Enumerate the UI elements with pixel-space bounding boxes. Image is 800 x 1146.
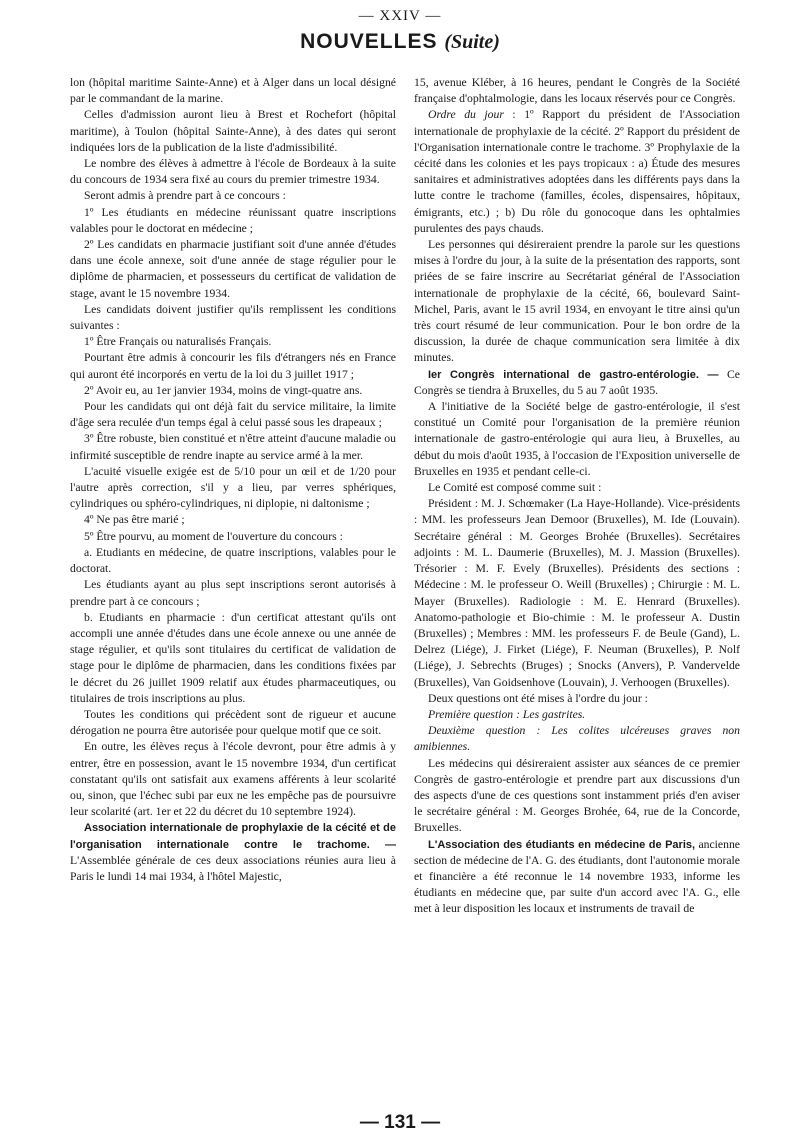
agenda-label: Ordre du jour (428, 108, 504, 122)
section-title-main: NOUVELLES (300, 30, 438, 53)
news-item-trachome (70, 820, 396, 885)
paragraph: Les étudiants ayant au plus sept inscriptions seront autorisés à prendre part à ce concours ; (70, 578, 396, 608)
news-body: L'Assemblée générale de ces deux associations réunies aura lieu à Paris le lundi 14 mai 1934, à l'hôtel Majestic, (70, 853, 396, 883)
news-item-gastro (414, 367, 740, 399)
paragraph: L'acuité visuelle exigée est de 5/10 pour un œil et de 1/20 pour l'autre après correction, s'il y a lieu, par verres sphériques, cylindriques ou sphéro-cylindriques, ni diplopie, ni daltonisme ; (70, 464, 396, 511)
paragraph: Le nombre des élèves à admettre à l'école de Bordeaux à la suite du concours de 1934 sera fixé au cours du premier trimestre 1934. (70, 157, 396, 187)
paragraph: lon (hôpital maritime Sainte-Anne) et à Alger dans un local désigné par le commandant de la marine. (70, 76, 396, 106)
roman-page-number: — XXIV — (358, 8, 442, 24)
paragraph: Les médecins qui désireraient assister aux séances de ce premier Congrès de gastro-entérologie et prendre part aux discussions d'un des aspects d'une de ces questions sont instamment priés d'en aviser le secrétaire général : M. Georges Brohée, 64, rue de la Concorde, Bruxelles. (414, 756, 740, 835)
paragraph: 1º Être Français ou naturalisés Français. (84, 335, 272, 349)
news-body: ancienne section de médecine de l'A. G. des étudiants, dont l'autonomie morale et financière a été reconnue le 14 novembre 1933, informe les étudiants en médecine que, par suite d'un accord avec l'A. G., elle met à leur disposition les locaux et instruments de travail de (414, 837, 740, 916)
agenda-paragraph (414, 107, 740, 237)
paragraph: 3º Être robuste, bien constitué et n'être atteint d'aucune maladie ou infirmité susceptible de rendre inapte au service armé à la mer. (70, 432, 396, 462)
paragraph: Les personnes qui désireraient prendre la parole sur les questions mises à l'ordre du jour, à la suite de la présentation des rapports, sont priées de se faire inscrire au Secrétariat général de l'Association internationale de prophylaxie de la cécité, 66, boulevard Saint-Michel, Paris, avant le 15 avril 1934, en envoyant le titre ainsi qu'un très court résumé de leur communication. Pour le bon ordre de la discussion, la durée de chaque communication sera limitée à dix minutes. (414, 238, 740, 365)
paragraph: 2º Avoir eu, au 1er janvier 1934, moins de vingt-quatre ans. (84, 383, 363, 397)
paragraph: Deux questions ont été mises à l'ordre du jour : (428, 691, 648, 705)
paragraph: Celles d'admission auront lieu à Brest et Rochefort (hôpital maritime), à Toulon (hôpital Sainte-Anne), à des dates qui seront indiquées lors de la publication de la liste d'admissibilité. (70, 108, 396, 154)
paragraph: En outre, les élèves reçus à l'école devront, pour être admis à y entrer, être en possession, avant le 15 novembre 1934, d'un certificat constatant qu'ils ont satisfait aux examens afférents à leur scolarité ou, sinon, que l'échec subi par eux ne les empêche pas de poursuivre leur scolarité (art. 1er et 22 du décret du 10 septembre 1924). (70, 740, 396, 819)
paragraph: a. Etudiants en médecine, de quatre inscriptions, valables pour le doctorat. (70, 545, 396, 576)
left-column (70, 75, 396, 885)
news-heading: L'Association des étudiants en médecine de Paris, (428, 838, 696, 851)
paragraph: Le Comité est composé comme suit : (428, 481, 602, 495)
news-heading: Ier Congrès international de gastro-entérologie. — (428, 368, 719, 381)
paragraph: Les candidats doivent justifier qu'ils remplissent les conditions suivantes : (70, 302, 396, 333)
question-one: Première question : Les gastrites. (428, 707, 586, 721)
news-body: Ce Congrès se tiendra à Bruxelles, du 5 au 7 août 1935. (414, 367, 740, 397)
paragraph: Seront admis à prendre part à ce concours : (84, 189, 286, 203)
question-two: Deuxième question : Les colites ulcéreuses graves non amibiennes. (414, 724, 740, 754)
page-number: — 131 — (359, 1112, 441, 1133)
right-column (414, 75, 740, 918)
section-title (0, 30, 800, 54)
paragraph: 4º Ne pas être marié ; (84, 513, 185, 527)
paragraph: 5º Être pourvu, au moment de l'ouverture du concours : (84, 529, 343, 543)
news-item-students (414, 837, 740, 918)
news-heading: Association internationale de prophylaxie de la cécité et de l'organisation internationale contre le trachome. — (70, 822, 396, 851)
paragraph: 1º Les étudiants en médecine réunissant quatre inscriptions valables pour le doctorat en médecine ; (70, 205, 396, 235)
paragraph: A l'initiative de la Société belge de gastro-entérologie, il s'est constitué un Comité pour l'organisation de la première réunion internationale de gastro-entérologie qui aura lieu, à Bruxelles, au début du mois d'août 1935, à l'occasion de l'Exposition universelle de Bruxelles en 1935 et pendant celle-ci. (414, 400, 740, 478)
paragraph: b. Etudiants en pharmacie : d'un certificat attestant qu'ils ont accompli une année d'études dans une école annexe ou une année de stage régulier, et qu'ils sont titulaires du certificat de validation de stage pour le diplôme de pharmacien, dans les conditions fixées par le décret du 26 juillet 1909 relatif aux études pharmaceutiques, ou titulaires de trois inscriptions au plus. (70, 610, 396, 705)
agenda-text: : 1º Rapport du président de l'Association internationale de prophylaxie de la cécité. 2º Rapport du président de l'Organisation internationale contre le trachome. 3º Prophylaxie de la cécité dans les colonies et les pays tropicaux : a) Étude des mesures sanitaires et administratives adoptées dans les différents pays dans la lutte contre le trachome (familles, écoles, dispensaires, hôpitaux, émigrants, etc.) ; b) Du rôle du gonocoque dans les ophtalmies purulentes des pays chauds. (414, 108, 740, 235)
committee-list: Président : M. J. Schœmaker (La Haye-Hollande). Vice-présidents : MM. les professeurs Jean Demoor (Bruxelles), M. Ide (Louvain). Secrétaire général : M. Georges Brohée (Bruxelles). Secrétaires adjoints : M. L. Daumerie (Bruxelles), M. J. Massion (Bruxelles). Trésorier : M. F. Evely (Bruxelles). Présidents des sections : Médecine : M. le professeur O. Weill (Bruxelles) ; Chirurgie : M. L. Mayer (Bruxelles). Radiologie : M. E. Henrard (Bruxelles). Anatomo-pathologie et Bio-chimie : M. le professeur A. Dustin (Bruxelles) ; Membres : MM. les professeurs F. de Beule (Gand), L. Delrez (Liége), J. Firket (Liége), F. Neuman (Bruxelles), P. Nolf (Liége), J. Sebrechts (Bruges) ; Snocks (Anvers), P. Vandervelde (Bruxelles), Van Goidsenhove (Louvain), J. Verhoogen (Bruxelles). (414, 497, 740, 689)
paragraph: Toutes les conditions qui précèdent sont de rigueur et aucune dérogation ne pourra être autorisée pour quelque motif que ce soit. (70, 707, 396, 738)
paragraph: Pourtant être admis à concourir les fils d'étrangers nés en France qui auront été incorporés en vertu de la loi du 3 juillet 1917 ; (70, 351, 396, 381)
paragraph: 15, avenue Kléber, à 16 heures, pendant le Congrès de la Société française d'ophtalmologie, dans les locaux réservés pour ce Congrès. (414, 76, 740, 106)
section-title-suite: (Suite) (444, 31, 500, 53)
paragraph: Pour les candidats qui ont déjà fait du service militaire, la limite d'âge sera reculée d'un temps égal à celui passé sous les drapeaux ; (70, 400, 396, 430)
paragraph: 2º Les candidats en pharmacie justifiant soit d'une année d'études dans une école annexe, soit d'une année de stage régulier pour le diplôme de pharmacien, et possesseurs du certificat de validation de stage, avant le 15 novembre 1934. (70, 238, 396, 300)
